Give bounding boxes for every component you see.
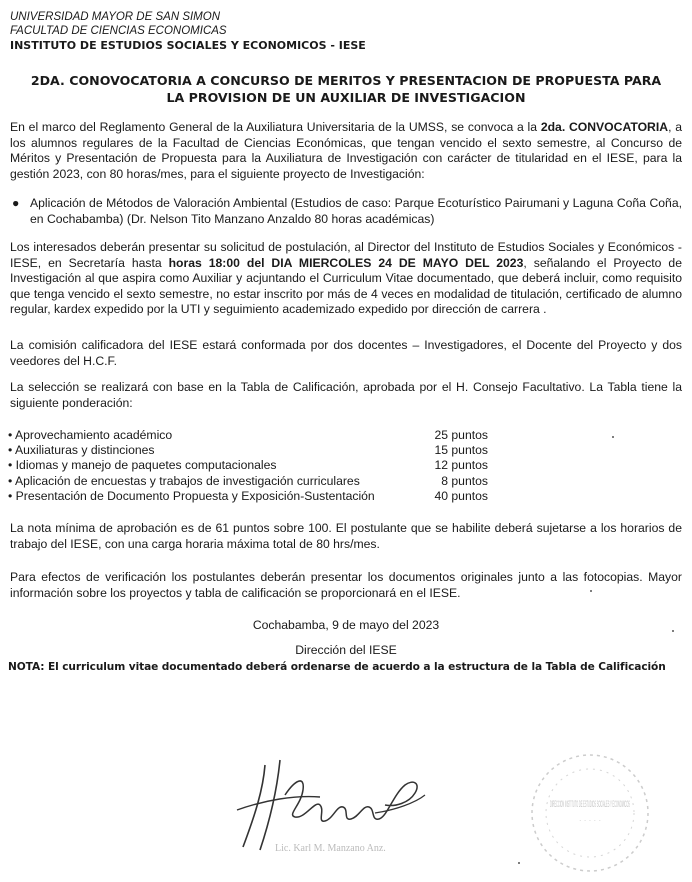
applications-text-end: , señalando el Proyecto de Investigación al que aspira como Auxiliar y acjuntando el Curriculum Vitae documentado, que deberá incluir, como requisito que tenga vencido el sexto semestre, no estar inscrito por más de 4 veces en modalidad de titulación, certificado de alumno regular, kardex expedido por la UTI y seguimiento academizado expedido por dirección de carrera . xyxy=(10,255,682,316)
table-row xyxy=(8,443,488,458)
criterion: • Idiomas y manejo de paquetes computacionales xyxy=(8,458,277,473)
project-text: Aplicación de Métodos de Valoración Ambiental (Estudios de caso: Parque Ecoturístico Pairumani y Laguna Coña Coña, en Cochabamba) (Dr. Nelson Tito Manzano Anzaldo 80 horas académicas) xyxy=(30,196,682,226)
deadline-bold: horas 18:00 del DIA MIERCOLES 24 DE MAYO DEL 2023 xyxy=(168,255,524,270)
intro-text-start: En el marco del Reglamento General de la Auxiliatura Universitaria de la UMSS, se convoca a la xyxy=(10,120,541,134)
points: 8 puntos xyxy=(441,473,488,488)
minimum-score-paragraph: La nota mínima de aprobación es de 61 puntos sobre 100. El postulante que se habilite deberá sujetarse a los horarios de trabajo del IESE, con una carga horaria máxima total de 80 hrs/mes. xyxy=(10,521,682,551)
criterion: • Auxiliaturas y distinciones xyxy=(8,443,155,458)
institution-stamp xyxy=(500,745,680,875)
scan-speck xyxy=(672,630,674,632)
institute-name: INSTITUTO DE ESTUDIOS SOCIALES Y ECONOMICOS - IESE xyxy=(10,39,366,52)
scan-speck xyxy=(518,862,520,864)
points: 25 puntos xyxy=(434,428,488,442)
verification-paragraph: Para efectos de verificación los postulantes deberán presentar los documentos originales junto a las fotocopias. Mayor información sobre los proyectos y tabla de calificación se proporcionará en el IESE. xyxy=(10,570,682,600)
faculty-name: FACULTAD DE CIENCIAS ECONOMICAS xyxy=(10,25,227,37)
document-title xyxy=(0,72,692,106)
university-name: UNIVERSIDAD MAYOR DE SAN SIMON xyxy=(10,11,221,23)
intro-text-end: , a los alumnos regulares de la Facultad de Ciencias Económicas, que tengan vencido el sexto semestre, al Concurso de Méritos y Presentación de Propuesta para la Auxiliatura de Investigación con carácter de titularidad en el IESE, para la gestión 2023, con 80 horas/mes, para el siguiente proyecto de Investigación: xyxy=(10,120,682,181)
criterion: • Aplicación de encuestas y trabajos de investigación curriculares xyxy=(8,473,360,488)
applications-paragraph xyxy=(10,240,682,318)
scan-speck xyxy=(612,436,614,438)
table-row xyxy=(8,474,488,489)
committee-paragraph: La comisión calificadora del IESE estará conformada por dos docentes – Investigadores, el Docente del Proyecto y dos veedores del H.C.F. xyxy=(10,338,682,368)
table-row xyxy=(8,458,488,473)
signature-caption: Lic. Karl M. Manzano Anz. xyxy=(275,843,386,854)
title-line-1: 2DA. CONOVOCATORIA A CONCURSO DE MERITOS Y PRESENTACION DE PROPUESTA PARA xyxy=(30,73,662,88)
criterion: • Presentación de Documento Propuesta y Exposición-Sustentación xyxy=(8,488,375,503)
selection-paragraph: La selección se realizará con base en la Tabla de Calificación, aprobada por el H. Consejo Facultativo. La Tabla tiene la siguiente ponderación: xyxy=(10,380,682,410)
table-row xyxy=(8,489,488,504)
points: 15 puntos xyxy=(434,443,488,458)
scan-speck xyxy=(590,590,592,592)
intro-bold: 2da. CONVOCATORIA xyxy=(540,120,669,134)
scoring-table xyxy=(8,428,488,504)
signatory: Dirección del IESE xyxy=(295,643,397,657)
place-date: Cochabamba, 9 de mayo del 2023 xyxy=(252,618,440,632)
points: 12 puntos xyxy=(434,458,488,473)
intro-paragraph xyxy=(10,120,682,182)
bullet-dot-icon: ● xyxy=(12,196,20,210)
table-row xyxy=(8,428,488,443)
note: NOTA: El curriculum vitae documentado deberá ordenarse de acuerdo a la estructura de la Tabla de Calificación xyxy=(8,661,666,673)
signature xyxy=(225,755,430,855)
svg-text:· · · · ·: · · · · · xyxy=(578,816,602,825)
applications-text-start: Los interesados deberán presentar su solicitud de postulación, al Director del Instituto de Estudios Sociales y Económicos - IESE, en Secretaría hasta xyxy=(10,240,682,270)
project-bullet xyxy=(10,196,682,227)
points: 40 puntos xyxy=(434,488,488,503)
title-line-2: LA PROVISION DE UN AUXILIAR DE INVESTIGACION xyxy=(166,90,526,105)
stamp-text: DIRECCION INSTITUTO DE ESTUDIOS SOCIALES Y ECONOMICOS xyxy=(550,799,630,809)
criterion: • Aprovechamiento académico xyxy=(8,428,173,442)
